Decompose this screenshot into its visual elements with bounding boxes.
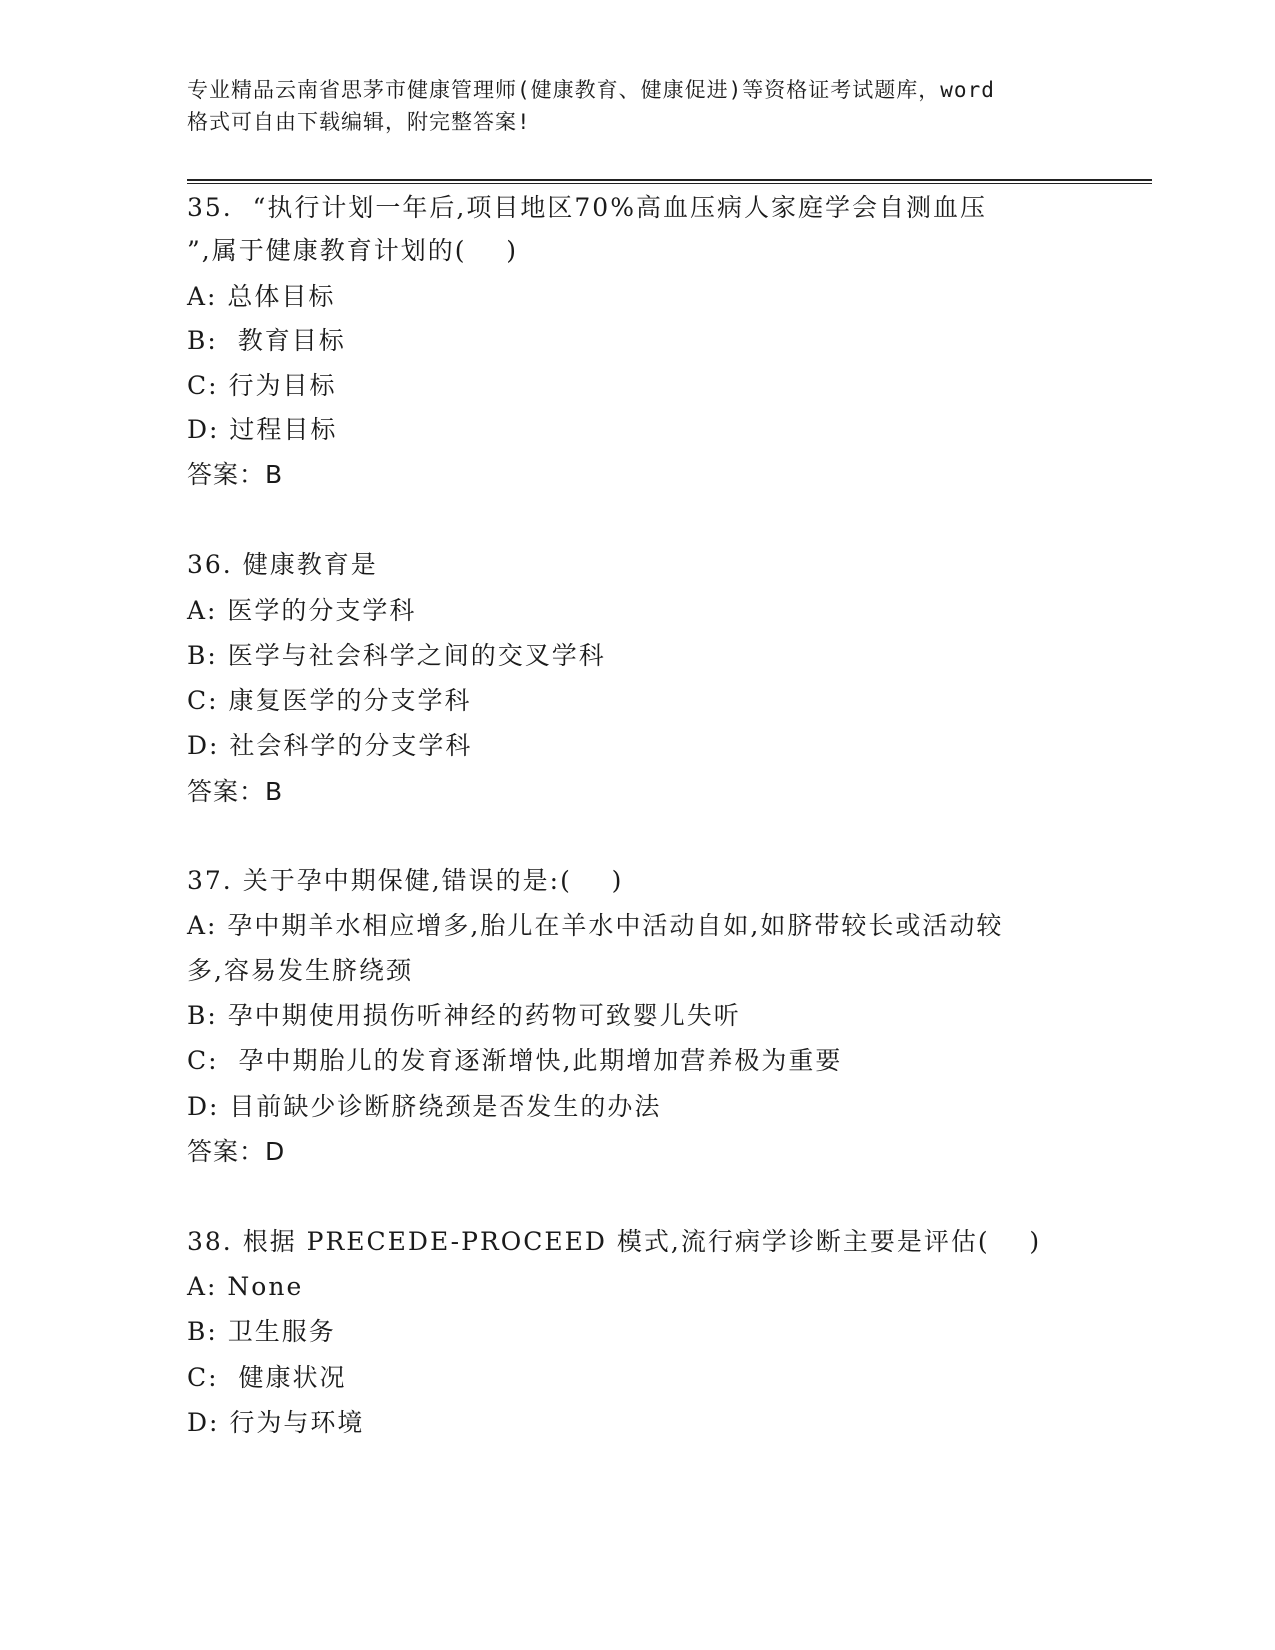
- question-37-answer: 答案：D: [187, 1137, 286, 1166]
- question-36-option-c: C: 康复医学的分支学科: [187, 686, 472, 715]
- divider-thin: [187, 183, 1152, 184]
- header-line-1: 专业精品云南省思茅市健康管理师(健康教育、健康促进)等资格证考试题库，word: [187, 78, 995, 102]
- question-38-option-d: D: 行为与环境: [187, 1408, 365, 1437]
- question-37-option-a-cont: 多,容易发生脐绕颈: [187, 956, 413, 985]
- question-37-option-d: D: 目前缺少诊断脐绕颈是否发生的办法: [187, 1092, 662, 1121]
- question-35-option-a: A: 总体目标: [187, 282, 336, 311]
- question-36-answer: 答案：B: [187, 777, 284, 806]
- question-37-option-a: A: 孕中期羊水相应增多,胎儿在羊水中活动自如,如脐带较长或活动较: [187, 911, 1004, 940]
- question-37-option-c: C: 孕中期胎儿的发育逐渐增快,此期增加营养极为重要: [187, 1046, 843, 1075]
- divider-thick: [187, 179, 1152, 181]
- question-35-stem: 35. “执行计划一年后,项目地区70%高血压病人家庭学会自测血压: [187, 193, 987, 222]
- question-37-stem: 37. 关于孕中期保健,错误的是:( ): [187, 866, 624, 895]
- question-38-stem: 38. 根据 PRECEDE-PROCEED 模式,流行病学诊断主要是评估( ): [187, 1227, 1042, 1256]
- question-36-option-b: B: 医学与社会科学之间的交叉学科: [187, 641, 606, 670]
- question-38-option-c: C: 健康状况: [187, 1363, 347, 1392]
- question-36-option-d: D: 社会科学的分支学科: [187, 731, 473, 760]
- question-38-option-a: A: None: [187, 1272, 304, 1301]
- question-36-stem: 36. 健康教育是: [187, 550, 378, 579]
- question-35-stem-cont: ”,属于健康教育计划的( ): [187, 236, 519, 265]
- question-37-option-b: B: 孕中期使用损伤听神经的药物可致婴儿失听: [187, 1001, 741, 1030]
- question-36-option-a: A: 医学的分支学科: [187, 596, 417, 625]
- question-35-answer: 答案：B: [187, 460, 284, 489]
- question-35-option-d: D: 过程目标: [187, 415, 338, 444]
- document-header: [187, 74, 1087, 138]
- question-38-option-b: B: 卫生服务: [187, 1317, 336, 1346]
- header-line-2: 格式可自由下载编辑，附完整答案!: [187, 110, 531, 134]
- question-35-option-c: C: 行为目标: [187, 371, 337, 400]
- question-35-option-b: B: 教育目标: [187, 326, 346, 355]
